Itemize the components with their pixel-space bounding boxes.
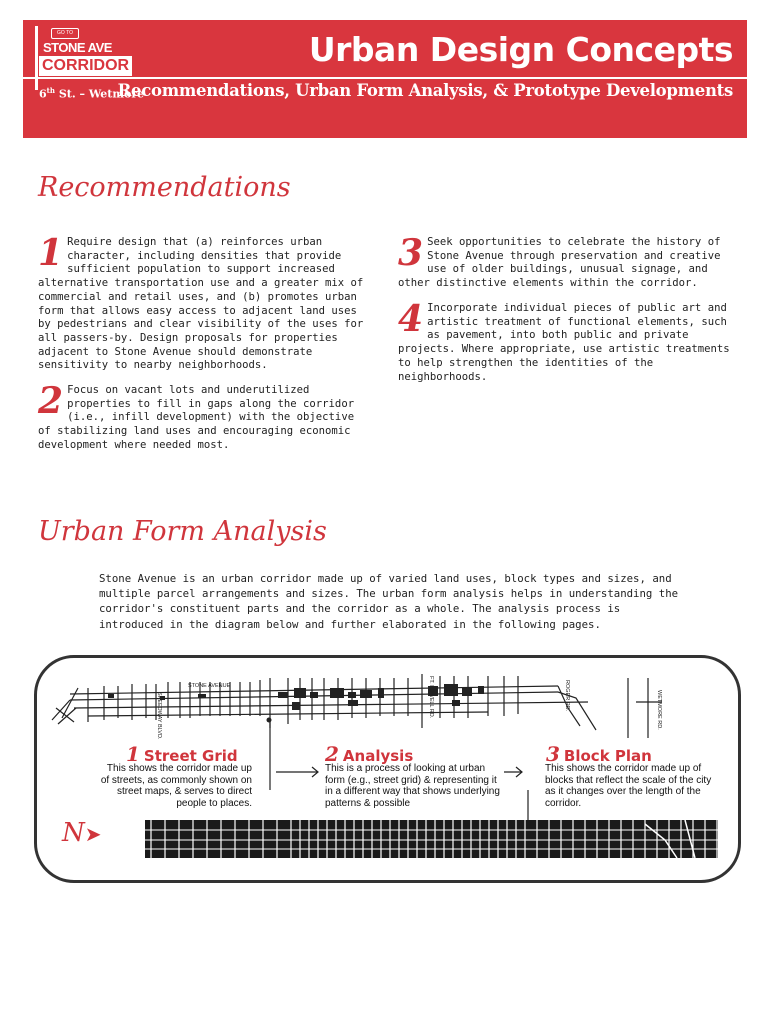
step-1-text: This shows the corridor made up of streets, as commonly shown on street maps, & serves to direct people to places.: [100, 763, 252, 809]
step-number: 3: [546, 742, 560, 766]
urban-form-analysis-heading: Urban Form Analysis: [38, 516, 327, 547]
logo-corridor: CORRIDOR: [39, 56, 132, 76]
extent-rest: St. – Wetmore: [54, 87, 145, 101]
logo-tag: GO TO: [51, 28, 79, 39]
extent-suffix: th: [46, 86, 55, 95]
page-title: Urban Design Concepts: [308, 30, 733, 69]
step-number: 2: [325, 742, 339, 766]
block-plan-strip: [145, 820, 718, 858]
recommendation-number: 4: [398, 298, 424, 340]
analysis-intro: Stone Avenue is an urban corridor made up of varied land uses, block types and sizes, and multiple parcel arrangements and sizes. The urban form analysis helps in understanding the corridor's constituent parts and the corridor as a whole. The analysis process is introduced in the diagram below and further elaborated in the following pages.: [99, 572, 679, 631]
step-2-text: This is a process of looking at urban form (e.g., street grid) & representing it in a different way that shows underlying patterns & possible: [325, 763, 500, 809]
map-label-wetmore: WETMORE RD.: [656, 690, 662, 730]
north-arrow-icon: ➤: [84, 822, 102, 846]
step-3-text: This shows the corridor made up of blocks that reflect the scale of the city as it changes over the length of the corridor.: [545, 763, 712, 809]
recommendation-number: 3: [398, 232, 424, 274]
step-title-text: Analysis: [342, 747, 414, 765]
recommendation-text: Incorporate individual pieces of public art and artistic treatment of functional elements, such as pavement, into both public and private projects. Where appropriate, use artistic treatments to help strengthen the identities of the neighborhoods.: [398, 302, 730, 383]
recommendation-text: Require design that (a) reinforces urban character, including densities that provide sufficient population to support increased alternative transportation use and a greater mix of commercial and retail uses, and (b) promotes urban form that allows easy access to adjacent land uses by pedestrians and clear visibility of the uses for all passers-by. Design proposals for properties adjacent to Stone Avenue should demonstrate sensitivity to nearby neighborhoods.: [38, 236, 364, 372]
recommendation-text: Seek opportunities to celebrate the history of Stone Avenue through preservation and creative use of older buildings, unusual signage, and other distinctive elements within the corridor.: [398, 236, 721, 290]
map-label-stone: STONE AVENUE: [188, 683, 231, 689]
step-title-text: Street Grid: [143, 747, 238, 765]
recommendation-number: 1: [38, 232, 64, 274]
recommendation-text: Focus on vacant lots and underutilized properties to fill in gaps along the corridor (i.e., infill development) with the objective of stabilizing land uses and encouraging economic development where needed most.: [38, 384, 355, 451]
step-title-text: Block Plan: [563, 747, 652, 765]
extent-number: 6: [39, 87, 47, 101]
logo-stone-ave: STONE AVE: [43, 40, 112, 55]
map-label-ft-lowell: FT. LOWELL RD.: [428, 676, 434, 719]
recommendation-number: 2: [38, 380, 64, 422]
step-number: 1: [126, 742, 140, 766]
map-label-roger: ROGER RD.: [564, 680, 570, 712]
recommendations-heading: Recommendations: [38, 172, 291, 203]
north-label: N: [62, 818, 85, 848]
north-arrow: [62, 818, 102, 848]
map-label-speedway: SPEEDWAY BLVD.: [156, 692, 162, 740]
page-subtitle: Recommendations, Urban Form Analysis, & Prototype Developments: [117, 81, 733, 100]
